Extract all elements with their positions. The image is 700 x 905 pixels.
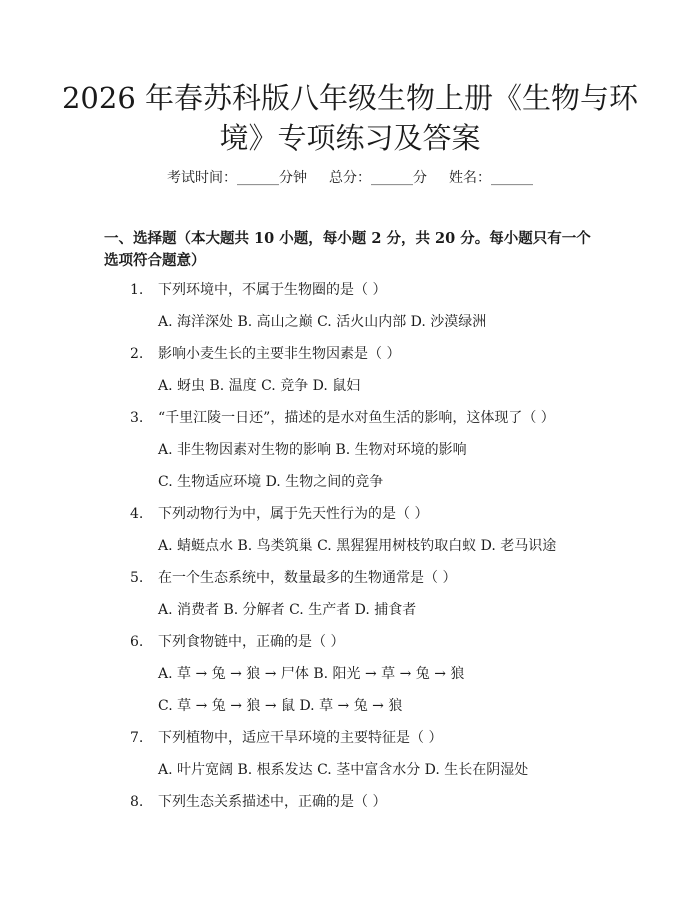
section-heading: 一、选择题（本大题共 10 小题，每小题 2 分，共 20 分。每小题只有一个选项符合题意） <box>104 230 591 269</box>
question-number: 2. <box>130 346 144 362</box>
question-8 <box>130 792 386 812</box>
question-stem: 下列植物中，适应干旱环境的主要特征是（ ） <box>158 730 443 746</box>
page-title-line1: 2026 年春苏科版八年级生物上册《生物与环 <box>61 81 639 115</box>
question-5 <box>130 568 456 588</box>
question-number: 7. <box>130 730 144 746</box>
question-stem: 下列环境中，不属于生物圈的是（ ） <box>158 282 387 298</box>
question-7-options: A. 叶片宽阔 B. 根系发达 C. 茎中富含水分 D. 生长在阴湿处 <box>158 762 529 778</box>
question-stem: 下列生态关系描述中，正确的是（ ） <box>158 794 387 810</box>
question-3 <box>130 408 555 428</box>
question-2 <box>130 344 400 364</box>
question-1 <box>130 280 386 300</box>
question-stem: 下列食物链中，正确的是（ ） <box>158 634 345 650</box>
question-1-options: A. 海洋深处 B. 高山之巅 C. 活火山内部 D. 沙漠绿洲 <box>158 314 487 330</box>
page-title-line2: 境》专项练习及答案 <box>219 121 481 155</box>
question-number: 4. <box>130 506 144 522</box>
exam-time-field: 考试时间：______分钟 <box>167 170 307 186</box>
question-stem: 在一个生态系统中，数量最多的生物通常是（ ） <box>158 570 457 586</box>
question-number: 3. <box>130 410 144 426</box>
question-3-options-line1: A. 非生物因素对生物的影响 B. 生物对环境的影响 <box>158 442 467 458</box>
question-6-options-line1: A. 草 → 兔 → 狼 → 尸体 B. 阳光 → 草 → 兔 → 狼 <box>158 666 465 682</box>
question-number: 5. <box>130 570 144 586</box>
question-6-options-line2: C. 草 → 兔 → 狼 → 鼠 D. 草 → 兔 → 狼 <box>158 698 403 714</box>
question-stem: 影响小麦生长的主要非生物因素是（ ） <box>158 346 401 362</box>
question-number: 6. <box>130 634 144 650</box>
question-6 <box>130 632 344 652</box>
student-name-field: 姓名：______ <box>449 170 533 186</box>
question-5-options: A. 消费者 B. 分解者 C. 生产者 D. 捕食者 <box>158 602 417 618</box>
question-4 <box>130 504 428 524</box>
question-4-options: A. 蜻蜓点水 B. 鸟类筑巢 C. 黑猩猩用树枝钓取白蚁 D. 老马识途 <box>158 538 557 554</box>
question-3-options-line2: C. 生物适应环境 D. 生物之间的竞争 <box>158 474 384 490</box>
exam-meta <box>0 168 700 188</box>
question-number: 8. <box>130 794 144 810</box>
question-2-options: A. 蚜虫 B. 温度 C. 竞争 D. 鼠妇 <box>158 378 361 394</box>
question-number: 1. <box>130 282 144 298</box>
question-stem: 下列动物行为中，属于先天性行为的是（ ） <box>158 506 429 522</box>
question-stem: “千里江陵一日还”，描述的是水对鱼生活的影响，这体现了（ ） <box>158 410 555 426</box>
total-score-field: 总分：______分 <box>329 170 427 186</box>
question-7 <box>130 728 442 748</box>
